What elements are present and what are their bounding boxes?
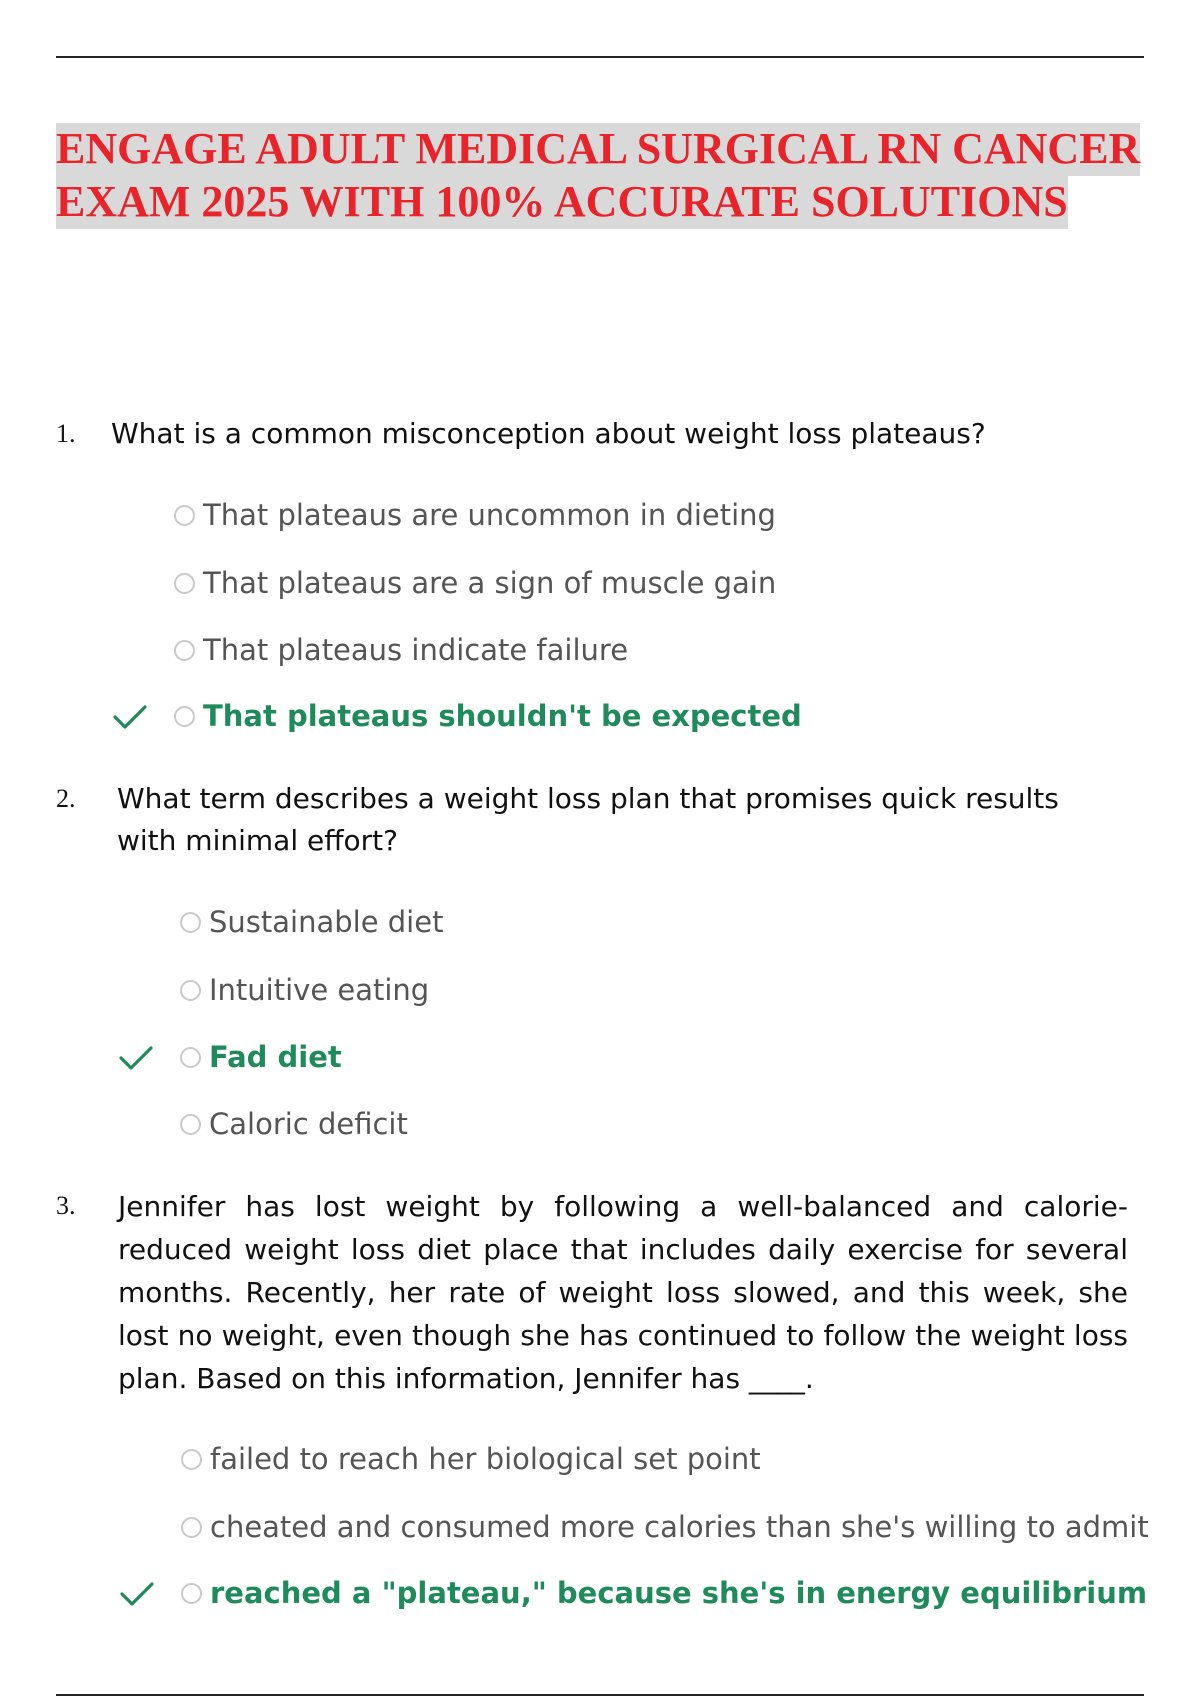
option-label: failed to reach her biological set point: [210, 1442, 761, 1476]
option-item-correct[interactable]: [174, 696, 802, 736]
option-item[interactable]: [180, 970, 429, 1010]
question-3: [56, 1185, 1156, 1400]
question-1: [56, 413, 1156, 455]
question-number: 1.: [56, 419, 76, 448]
radio-circle-icon[interactable]: [181, 1449, 202, 1470]
radio-circle-icon[interactable]: [181, 1583, 202, 1604]
question-text: What is a common misconception about weight loss plateaus?: [111, 417, 986, 450]
option-label: reached a "plateau," because she's in energy equilibrium: [210, 1576, 1148, 1610]
question-text: What term describes a weight loss plan that promises quick results with minimal effort?: [117, 782, 1059, 857]
checkmark-icon: [120, 1581, 154, 1607]
option-item[interactable]: [174, 495, 776, 535]
radio-circle-icon[interactable]: [180, 912, 201, 933]
radio-circle-icon[interactable]: [174, 706, 195, 727]
question-number: 2.: [56, 784, 76, 813]
option-item[interactable]: [181, 1439, 761, 1479]
title-line-1: ENGAGE ADULT MEDICAL SURGICAL RN CANCER: [56, 123, 1140, 176]
top-rule: [56, 56, 1144, 58]
question-2: [56, 778, 1156, 862]
option-item[interactable]: [174, 630, 628, 670]
option-label: That plateaus are uncommon in dieting: [203, 498, 776, 532]
question-header: [56, 413, 1156, 455]
option-item[interactable]: [180, 902, 443, 942]
radio-circle-icon[interactable]: [174, 640, 195, 661]
question-header: [56, 1185, 1156, 1400]
radio-circle-icon[interactable]: [180, 980, 201, 1001]
radio-circle-icon[interactable]: [174, 505, 195, 526]
option-label: That plateaus shouldn't be expected: [203, 699, 802, 733]
bottom-rule: [56, 1694, 1144, 1696]
option-item-correct[interactable]: [180, 1037, 342, 1077]
question-number: 3.: [56, 1191, 76, 1220]
option-label: Caloric deficit: [209, 1107, 408, 1141]
option-label: That plateaus are a sign of muscle gain: [203, 566, 777, 600]
title-line-2: EXAM 2025 WITH 100% ACCURATE SOLUTIONS: [56, 176, 1068, 229]
checkmark-icon: [119, 1045, 153, 1071]
radio-circle-icon[interactable]: [180, 1047, 201, 1068]
option-item[interactable]: [180, 1104, 408, 1144]
option-item[interactable]: [174, 563, 776, 603]
question-header: [56, 778, 1156, 862]
option-item-correct[interactable]: [181, 1573, 1147, 1613]
document-title: [56, 122, 1166, 228]
question-text: Jennifer has lost weight by following a well-balanced and calorie-reduced weight loss diet place that includes daily exercise for several months. Recently, her rate of weight loss slowed, and this week, she lost no weight, even though she has continued to follow the weight loss plan. Based on this information, Jennifer has ____.: [118, 1190, 1128, 1395]
radio-circle-icon[interactable]: [180, 1114, 201, 1135]
option-label: Sustainable diet: [209, 905, 444, 939]
option-label: That plateaus indicate failure: [203, 633, 629, 667]
radio-circle-icon[interactable]: [181, 1517, 202, 1538]
option-item[interactable]: [181, 1507, 1149, 1547]
checkmark-icon: [113, 704, 147, 730]
option-label: Fad diet: [209, 1040, 342, 1074]
option-label: Intuitive eating: [209, 973, 430, 1007]
option-label: cheated and consumed more calories than she's willing to admit: [210, 1510, 1149, 1544]
radio-circle-icon[interactable]: [174, 573, 195, 594]
